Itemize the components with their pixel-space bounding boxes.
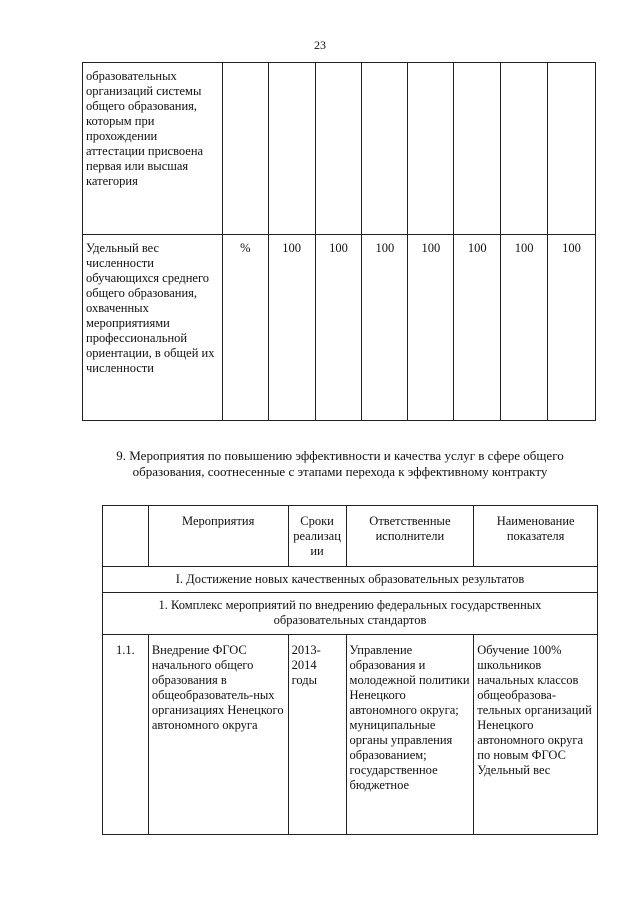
unit-cell: % [222, 235, 268, 421]
row-label: Удельный вес численности обучающихся среднего общего образования, охваченных мероприятиями профессиональной ориентации, в общей их численности [83, 235, 223, 421]
terms-cell: 2013-2014 годы [288, 635, 346, 835]
subsection-heading: 1. Комплекс мероприятий по внедрению федеральных государственных образовательных стандартов [103, 593, 598, 635]
indicators-table [82, 62, 596, 421]
measure-cell: Внедрение ФГОС начального общего образования в общеобразователь-ных организациях Ненецкого автономного округа [148, 635, 288, 835]
value-cell: 100 [268, 235, 315, 421]
measures-table [102, 505, 598, 835]
responsible-cell: Управление образования и молодежной политики Ненецкого автономного округа; муниципальные органы управления образованием; государственное бюджетное [346, 635, 474, 835]
table-row [103, 635, 598, 835]
value-cell: 100 [548, 235, 596, 421]
value-cell: 100 [362, 235, 408, 421]
row-label: образовательных организаций системы общего образования, которым при прохождении аттестации присвоена первая или высшая категория [83, 63, 223, 235]
page-number: 23 [314, 38, 326, 52]
value-cell: 100 [454, 235, 501, 421]
table-row [83, 235, 596, 421]
header-responsible: Ответственные исполнители [346, 506, 474, 567]
header-row [103, 506, 598, 567]
header-terms: Сроки реализац ии [288, 506, 346, 567]
section-row [103, 567, 598, 593]
section-title: 9. Мероприятия по повышению эффективности и качества услуг в сфере общего образования, соотнесенные с этапами перехода к эффективному контракту [116, 448, 564, 479]
section-heading: I. Достижение новых качественных образовательных результатов [103, 567, 598, 593]
value-cell: 100 [315, 235, 362, 421]
indicator-cell: Обучение 100% школьников начальных классов общеобразова-тельных организаций Ненецкого автономного округа по новым ФГОС Удельный вес [474, 635, 598, 835]
header-indicator: Наименование показателя [474, 506, 598, 567]
header-measures: Мероприятия [148, 506, 288, 567]
value-cell: 100 [501, 235, 548, 421]
subsection-row [103, 593, 598, 635]
row-number: 1.1. [103, 635, 149, 835]
table-row [83, 63, 596, 235]
value-cell: 100 [408, 235, 454, 421]
